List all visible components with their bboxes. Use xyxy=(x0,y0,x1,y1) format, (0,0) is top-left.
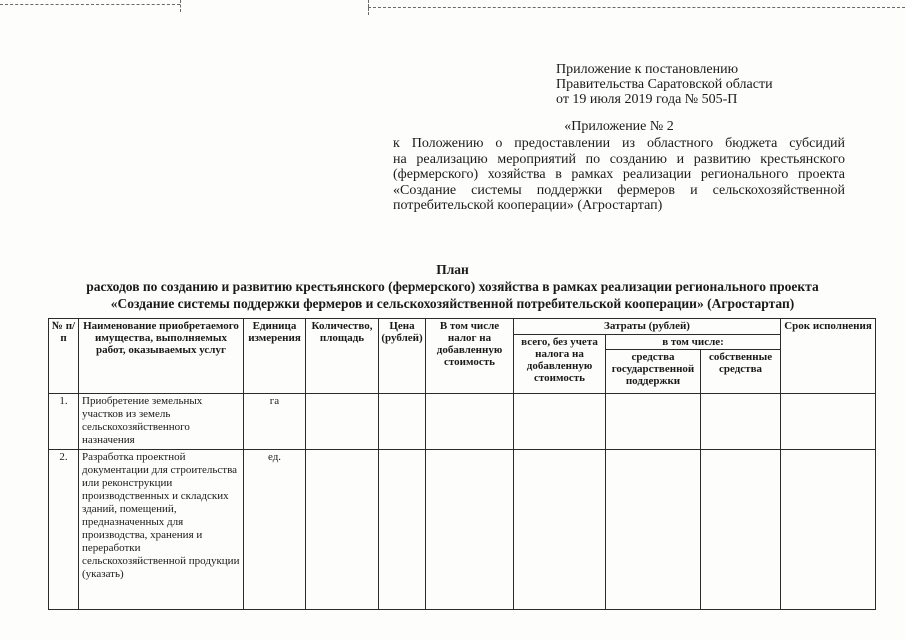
col-header-quantity: Количество, площадь xyxy=(306,319,379,394)
paragraph-line: к Положению о предоставлении из областного бюджета субсидий xyxy=(393,136,845,151)
title-line: «Создание системы поддержки фермеров и сельскохозяйственной потребительской кооперации» (Агростартап) xyxy=(110,296,795,311)
cell-price xyxy=(379,394,426,450)
appendix-ref-line: Правительства Саратовской области xyxy=(556,77,773,92)
cell-unit: ед. xyxy=(244,450,306,610)
cell-costs-total xyxy=(514,394,606,450)
col-header-vat: В том числе налог на добавленную стоимость xyxy=(426,319,514,394)
cut-mark-tick xyxy=(368,0,369,15)
table-row xyxy=(49,450,876,610)
cell-num: 2. xyxy=(49,450,79,610)
paragraph-line: (фермерского) хозяйства в рамках реализации регионального проекта xyxy=(393,167,845,182)
cell-term xyxy=(781,394,876,450)
col-header-name: Наименование приобретаемого имущества, выполняемых работ, оказываемых услуг xyxy=(79,319,244,394)
cut-mark-line xyxy=(368,7,905,8)
cell-term xyxy=(781,450,876,610)
cell-name: Приобретение земельных участков из земель сельскохозяйственного назначения xyxy=(79,394,244,450)
cut-mark-tick xyxy=(180,0,181,12)
col-header-num: № п/п xyxy=(49,319,79,394)
col-header-costs-group: Затраты (рублей) xyxy=(514,319,781,335)
cut-mark-line xyxy=(0,4,180,5)
col-header-term: Срок исполнения xyxy=(781,319,876,394)
appendix-ref-line: от 19 июля 2019 года № 505-П xyxy=(556,92,738,107)
expense-plan-table xyxy=(48,318,876,610)
appendix-reference-block xyxy=(556,62,856,107)
col-header-unit: Единица измерения xyxy=(244,319,306,394)
cell-unit: га xyxy=(244,394,306,450)
document-title xyxy=(0,261,905,312)
cell-costs-state xyxy=(606,394,701,450)
col-header-costs-own: собственные средства xyxy=(701,350,781,394)
cell-quantity xyxy=(306,450,379,610)
cell-costs-state xyxy=(606,450,701,610)
cell-costs-total xyxy=(514,450,606,610)
cell-name: Разработка проектной документации для строительства или реконструкции производственных и складских зданий, помещений, предназначенных для производства, хранения и переработки сельскохозяйственной продукции (указать) xyxy=(79,450,244,610)
paragraph-line: «Создание системы поддержки фермеров и сельскохозяйственной xyxy=(393,182,845,198)
table-row xyxy=(49,394,876,450)
col-header-costs-total: всего, без учета налога на добавленную стоимость xyxy=(514,335,606,394)
appendix-ref-line: Приложение к постановлению xyxy=(556,62,739,77)
col-header-price: Цена (рублей) xyxy=(379,319,426,394)
cell-vat xyxy=(426,450,514,610)
col-header-costs-state: средства государственной поддержки xyxy=(606,350,701,394)
appendix-description-paragraph xyxy=(393,136,845,214)
cell-quantity xyxy=(306,394,379,450)
title-line: расходов по созданию и развитию крестьянского (фермерского) хозяйства в рамках реализации регионального проекта xyxy=(86,279,819,294)
appendix-number-title: «Приложение № 2 xyxy=(564,119,674,134)
cell-vat xyxy=(426,394,514,450)
paragraph-line: потребительской кооперации» (Агростартап) xyxy=(393,198,663,213)
col-header-costs-incl: в том числе: xyxy=(606,335,781,350)
cell-costs-own xyxy=(701,450,781,610)
table-header-row-1 xyxy=(49,319,876,335)
title-line: План xyxy=(436,262,469,277)
cell-costs-own xyxy=(701,394,781,450)
cell-num: 1. xyxy=(49,394,79,450)
cell-price xyxy=(379,450,426,610)
paragraph-line: на реализацию мероприятий по созданию и развитию крестьянского xyxy=(393,151,845,167)
